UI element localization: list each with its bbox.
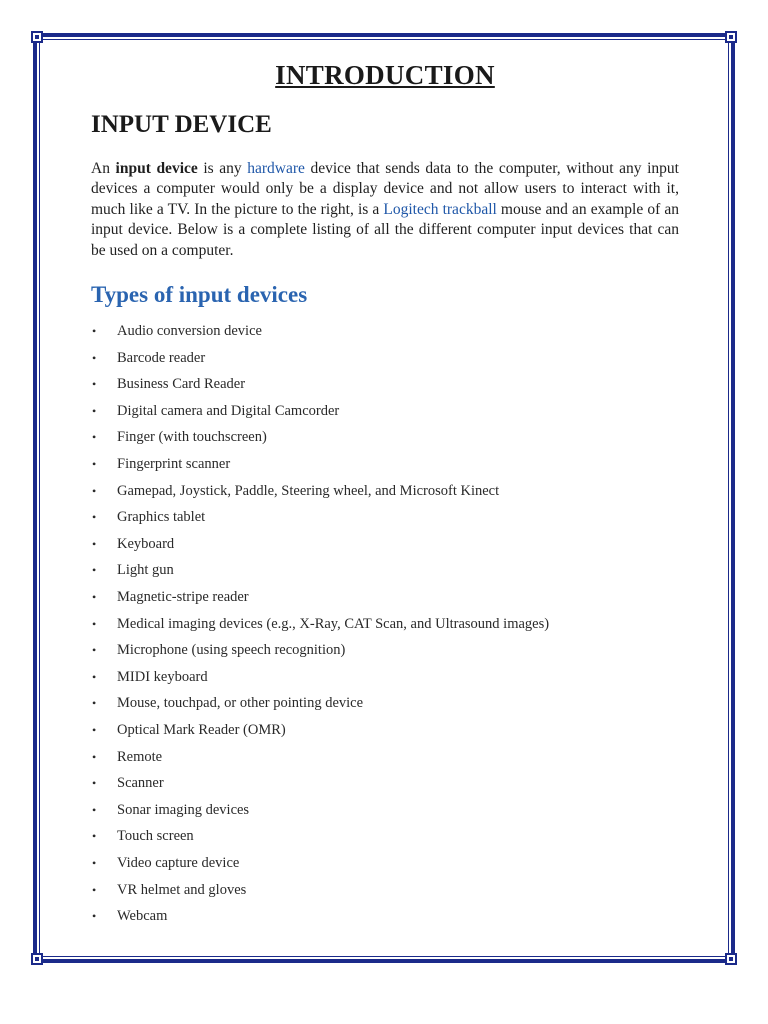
para-text-3: device that sends data to the computer, without any input devices a computer would only be a display device and not allow users to interact with it, much like a TV. In the picture to the right, is a	[91, 160, 679, 218]
bullet-icon: •	[92, 457, 97, 471]
list-item	[91, 478, 679, 505]
section-heading: INPUT DEVICE	[91, 111, 272, 138]
bullet-icon: •	[92, 324, 97, 339]
list-item-label: Business Card Reader	[117, 376, 246, 393]
bullet-icon: •	[92, 802, 97, 817]
list-item	[91, 903, 679, 930]
list-item-label: Fingerprint scanner	[117, 456, 231, 472]
list-item-label: Barcode reader	[117, 349, 206, 366]
bullet-icon: •	[92, 403, 97, 418]
bullet-icon: •	[92, 696, 97, 711]
para-bold-term: input device	[115, 160, 198, 177]
para-text-4: mouse and an example of an input device. Below is a complete listing of all the different computer input devices that can be used on a computer.	[91, 200, 679, 259]
list-item-label: Finger (with touchscreen)	[117, 429, 267, 446]
list-item-label: Graphics tablet	[117, 509, 206, 526]
list-item	[91, 637, 679, 664]
list-item	[91, 717, 679, 744]
bullet-icon: •	[92, 829, 97, 844]
list-item	[91, 398, 679, 425]
device-list	[91, 318, 679, 930]
list-item	[91, 504, 679, 531]
list-item-label: Mouse, touchpad, or other pointing device	[117, 695, 364, 712]
bullet-icon: •	[92, 909, 97, 924]
list-item	[91, 531, 679, 558]
list-item	[91, 823, 679, 850]
bullet-icon: •	[92, 377, 97, 392]
list-item-label: Remote	[117, 748, 163, 765]
list-item-label: Medical imaging devices (e.g., X-Ray, CAT Scan, and Ultrasound images)	[117, 615, 550, 632]
list-item	[91, 318, 679, 345]
list-item	[91, 424, 679, 451]
list-item-label: Scanner	[117, 775, 164, 792]
bullet-icon: •	[92, 430, 97, 445]
list-item	[91, 877, 679, 904]
list-item-label: Webcam	[117, 908, 168, 925]
bullet-icon: •	[92, 855, 97, 870]
bullet-icon: •	[92, 882, 97, 897]
bullet-icon: •	[92, 589, 97, 604]
list-item	[91, 557, 679, 584]
list-item-label: Digital camera and Digital Camcorder	[117, 402, 340, 419]
list-item-label: Video capture device	[117, 854, 240, 871]
types-heading: Types of input devices	[91, 282, 308, 308]
list-item-label: Touch screen	[117, 828, 194, 845]
bullet-icon: •	[92, 483, 97, 498]
list-item-label: VR helmet and gloves	[117, 881, 247, 898]
border-corner-top-left	[31, 31, 43, 43]
list-item-label: Optical Mark Reader (OMR)	[117, 721, 286, 738]
page-title: INTRODUCTION	[275, 60, 495, 90]
list-item	[91, 664, 679, 691]
list-item	[91, 770, 679, 797]
list-item	[91, 690, 679, 717]
para-text-1: An	[91, 160, 116, 177]
intro-paragraph	[91, 159, 679, 261]
bullet-icon: •	[92, 616, 97, 631]
list-item	[91, 744, 679, 771]
bullet-icon: •	[92, 643, 97, 658]
list-item-label: Sonar imaging devices	[117, 801, 250, 818]
bullet-icon: •	[92, 350, 97, 365]
border-corner-bottom-left	[31, 953, 43, 965]
list-item-label: Keyboard	[117, 535, 175, 552]
document-content	[91, 56, 679, 930]
list-item-label: MIDI keyboard	[117, 668, 208, 685]
list-item	[91, 797, 679, 824]
bullet-icon: •	[92, 722, 97, 737]
bullet-icon: •	[92, 749, 97, 764]
border-corner-top-right	[725, 31, 737, 43]
bullet-icon: •	[92, 563, 97, 578]
list-item-label: Audio conversion device	[117, 323, 262, 340]
list-item	[91, 584, 679, 611]
logitech-trackball-link[interactable]: Logitech trackball	[383, 200, 497, 218]
list-item	[91, 850, 679, 877]
bullet-icon: •	[92, 510, 97, 525]
para-text-2: is any	[197, 160, 248, 177]
list-item	[91, 611, 679, 638]
bullet-icon: •	[92, 536, 97, 551]
bullet-icon: •	[92, 776, 97, 791]
list-item	[91, 371, 679, 398]
list-item-label: Magnetic-stripe reader	[117, 588, 249, 605]
border-corner-bottom-right	[725, 953, 737, 965]
list-item-label: Light gun	[117, 562, 174, 579]
list-item	[91, 451, 679, 478]
bullet-icon: •	[92, 669, 97, 684]
hardware-link[interactable]: hardware	[247, 160, 305, 177]
list-item-label: Gamepad, Joystick, Paddle, Steering wheel, and Microsoft Kinect	[117, 482, 500, 499]
list-item-label: Microphone (using speech recognition)	[117, 642, 346, 659]
list-item	[91, 345, 679, 372]
